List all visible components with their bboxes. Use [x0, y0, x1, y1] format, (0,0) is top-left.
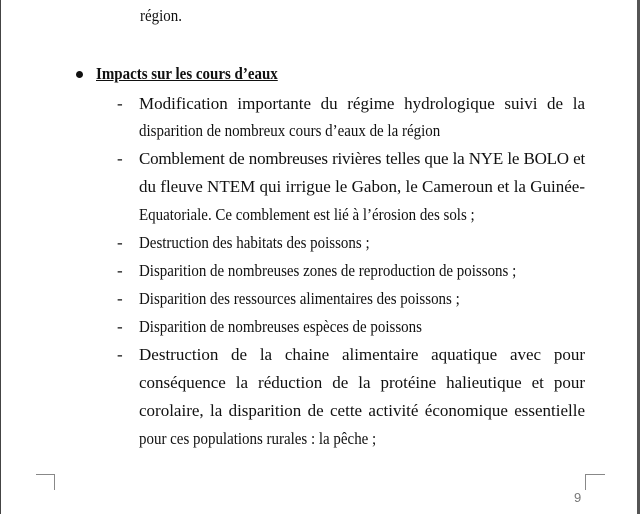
list-item-dash: -	[117, 289, 123, 308]
list-item-line: Comblement de nombreuses rivières telles que la NYE le BOLO et	[139, 149, 585, 168]
list-item-dash: -	[117, 149, 123, 168]
page-left-edge	[0, 0, 1, 514]
list-item-dash: -	[117, 233, 123, 252]
list-item-dash: -	[117, 94, 123, 113]
list-item-line: Modification importante du régime hydrologique suivi de la	[139, 94, 585, 113]
list-item-dash: -	[117, 317, 123, 336]
page-number: 9	[574, 490, 582, 505]
section-heading: Impacts sur les cours d’eaux	[96, 64, 278, 83]
margin-corner-mark	[36, 474, 54, 475]
list-item-line: Disparition de nombreuses espèces de poissons	[139, 317, 422, 336]
list-item-line: Disparition de nombreuses zones de reproduction de poissons ;	[139, 261, 517, 280]
list-item-line: Destruction des habitats des poissons ;	[139, 233, 370, 252]
list-item-line: Disparition des ressources alimentaires des poissons ;	[139, 289, 460, 308]
list-item-line: pour ces populations rurales : la pêche ;	[139, 429, 377, 448]
margin-corner-mark	[54, 474, 55, 490]
continued-text: région.	[140, 6, 182, 25]
bullet-icon	[76, 71, 83, 78]
list-item-line: Destruction de la chaine alimentaire aquatique avec pour	[139, 345, 585, 364]
margin-corner-mark	[585, 474, 605, 475]
list-item-dash: -	[117, 261, 123, 280]
list-item-dash: -	[117, 345, 123, 364]
list-item-line: conséquence la réduction de la protéine halieutique et pour	[139, 373, 585, 392]
list-item-line: disparition de nombreux cours d’eaux de la région	[139, 121, 441, 140]
list-item-line: corolaire, la disparition de cette activité économique essentielle	[139, 401, 585, 420]
list-item-line: Equatoriale. Ce comblement est lié à l’érosion des sols ;	[139, 205, 475, 224]
margin-corner-mark	[585, 474, 586, 490]
list-item-line: du fleuve NTEM qui irrigue le Gabon, le Cameroun et la Guinée-	[139, 177, 585, 196]
